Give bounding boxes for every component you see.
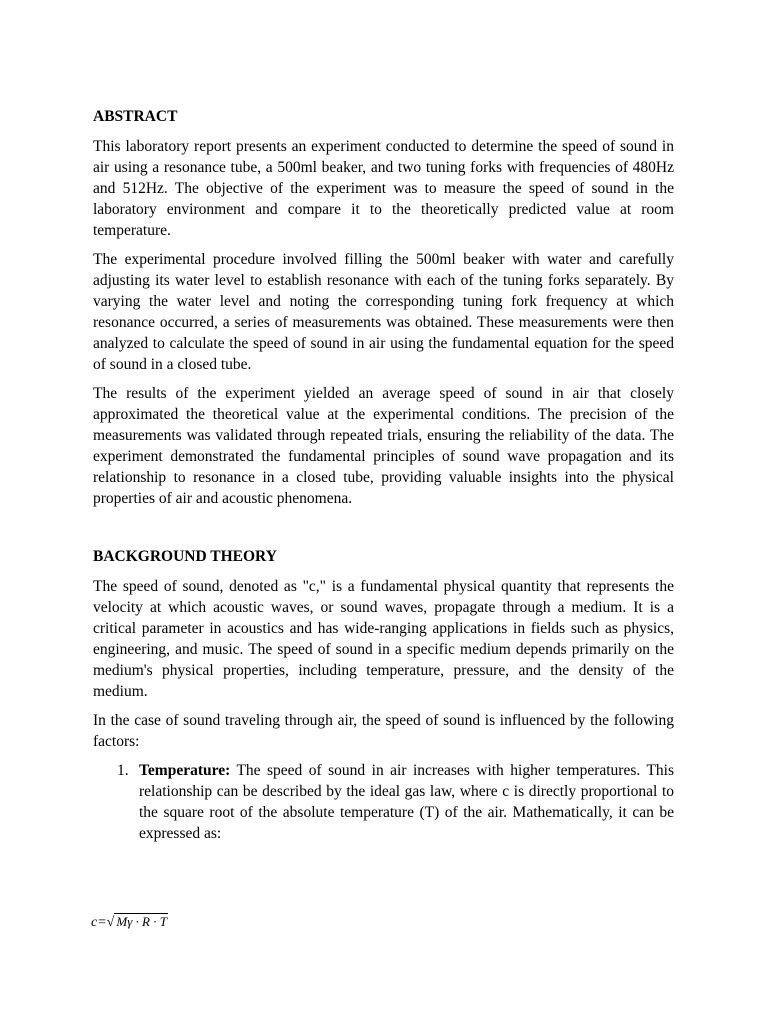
background-heading: BACKGROUND THEORY <box>93 548 277 565</box>
list-item-number: 1. <box>117 762 129 779</box>
abstract-paragraph-2: The experimental procedure involved filling the 500ml beaker with water and carefully adjusting its water level to establish resonance with each of the tuning forks separately. By varying the water level and noting the corresponding tuning fork frequency at which resonance occurred, a series of measurements was obtained. These measurements were then analyzed to calculate the speed of sound in air using the fundamental equation for the speed of sound in a closed tube. <box>93 251 674 373</box>
list-item-term: Temperature: <box>139 762 231 779</box>
formula-lhs: c= <box>91 915 107 930</box>
document-page <box>93 106 674 850</box>
radical-sign: √ <box>106 915 115 930</box>
abstract-paragraph-1: This laboratory report presents an experiment conducted to determine the speed of sound in air using a resonance tube, a 500ml beaker, and two tuning forks with frequencies of 480Hz and 512Hz. The objective of the experiment was to measure the speed of sound in the laboratory environment and compare it to the theoretically predicted value at room temperature. <box>93 138 674 239</box>
list-item <box>93 760 674 844</box>
speed-of-sound-formula <box>91 912 168 933</box>
abstract-paragraph-3: The results of the experiment yielded an average speed of sound in air that closely approximated the theoretical value at the experimental conditions. The precision of the measurements was validated through repeated trials, ensuring the reliability of the data. The experiment demonstrated the fundamental principles of sound wave propagation and its relationship to resonance in a closed tube, providing valuable insights into the physical properties of air and acoustic phenomena. <box>93 385 674 507</box>
formula-radicand: Mγ · R · T <box>116 914 167 929</box>
section-gap <box>93 517 674 546</box>
factors-list <box>93 760 674 844</box>
abstract-heading: ABSTRACT <box>93 108 178 125</box>
background-paragraph-1: The speed of sound, denoted as "c," is a fundamental physical quantity that represents the velocity at which acoustic waves, or sound waves, propagate through a medium. It is a critical parameter in acoustics and has wide-ranging applications in fields such as physics, engineering, and music. The speed of sound in a specific medium depends primarily on the medium's physical properties, including temperature, pressure, and the density of the medium. <box>93 578 674 700</box>
background-paragraph-2: In the case of sound traveling through air, the speed of sound is influenced by the following factors: <box>93 712 674 750</box>
list-item-text: The speed of sound in air increases with higher temperatures. This relationship can be described by the ideal gas law, where c is directly proportional to the square root of the absolute temperature (T) of the air. Mathematically, it can be expressed as: <box>139 762 674 842</box>
